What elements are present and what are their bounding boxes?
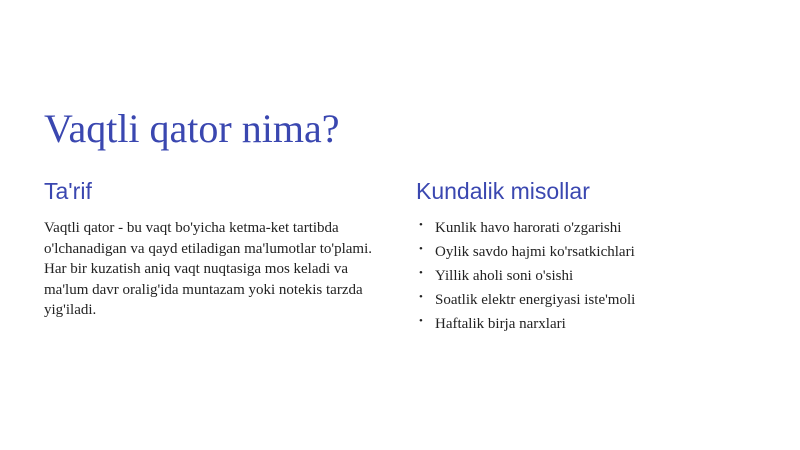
examples-column: [416, 174, 766, 336]
list-item: [416, 264, 766, 288]
list-item-text: Haftalik birja narxlari: [435, 316, 566, 332]
definition-heading: Ta'rif: [44, 178, 92, 204]
list-item: [416, 240, 766, 264]
definition-column: [44, 174, 389, 321]
list-item-text: Yillik aholi soni o'sishi: [435, 268, 574, 284]
bullet-icon: •: [419, 267, 423, 279]
list-item: [416, 216, 766, 240]
bullet-icon: •: [419, 219, 423, 231]
examples-list: [416, 216, 766, 336]
bullet-icon: •: [419, 291, 423, 303]
list-item: [416, 312, 766, 336]
slide-title: Vaqtli qator nima?: [44, 106, 340, 151]
list-item-text: Soatlik elektr energiyasi iste'moli: [435, 292, 636, 308]
list-item: [416, 288, 766, 312]
bullet-icon: •: [419, 243, 423, 255]
examples-heading: Kundalik misollar: [416, 178, 590, 204]
list-item-text: Kunlik havo harorati o'zgarishi: [435, 220, 622, 236]
list-item-text: Oylik savdo hajmi ko'rsatkichlari: [435, 244, 635, 260]
definition-text: Vaqtli qator - bu vaqt bo'yicha ketma-ket tartibda o'lchanadigan va qayd etiladigan ma'lumotlar to'plami. Har bir kuzatish aniq vaqt nuqtasiga mos keladi va ma'lum davr oralig'ida muntazam yoki notekis tarzda yig'iladi.: [44, 220, 373, 318]
bullet-icon: •: [419, 315, 423, 327]
